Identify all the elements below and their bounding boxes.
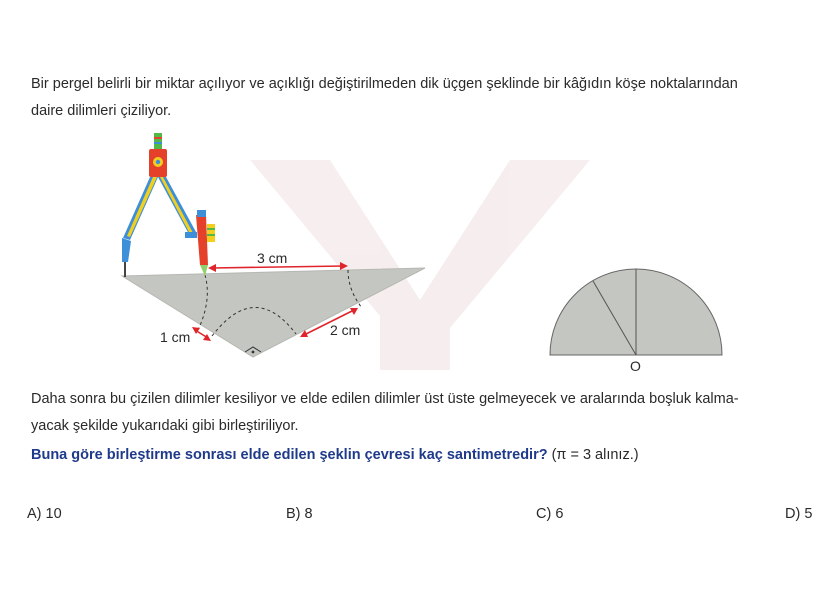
compass-icon bbox=[122, 133, 215, 277]
option-b[interactable]: B) 8 bbox=[286, 506, 313, 522]
label-2cm: 2 cm bbox=[330, 322, 361, 338]
problem-paragraph-2 bbox=[31, 389, 821, 436]
paragraph-1-line-2: daire dilimleri çiziliyor. bbox=[31, 103, 172, 119]
paragraph-1-line-1: Bir pergel belirli bir miktar açılıyor ve açıklığı değiştirilmeden dik üçgen şeklinde bir kâğıdın köşe noktalarından bbox=[31, 76, 738, 92]
paragraph-2-line-2: yacak şekilde yukarıdaki gibi birleştiriliyor. bbox=[31, 418, 299, 434]
label-1cm: 1 cm bbox=[160, 329, 191, 345]
question-note: (π = 3 alınız.) bbox=[547, 447, 639, 463]
label-3cm: 3 cm bbox=[257, 250, 288, 266]
option-c[interactable]: C) 6 bbox=[536, 506, 564, 522]
paragraph-2-line-1: Daha sonra bu çizilen dilimler kesiliyor ve elde edilen dilimler üst üste gelmeyecek ve aralarında boşluk kalma- bbox=[31, 391, 739, 407]
option-a[interactable]: A) 10 bbox=[27, 506, 62, 522]
question-bold: Buna göre birleştirme sonrası elde edilen şeklin çevresi kaç santimetredir? bbox=[31, 447, 548, 463]
question-text bbox=[31, 445, 821, 465]
label-center-O: O bbox=[630, 358, 641, 374]
watermark bbox=[250, 160, 590, 370]
option-d[interactable]: D) 5 bbox=[785, 506, 813, 522]
right-angle-dot bbox=[252, 351, 255, 354]
